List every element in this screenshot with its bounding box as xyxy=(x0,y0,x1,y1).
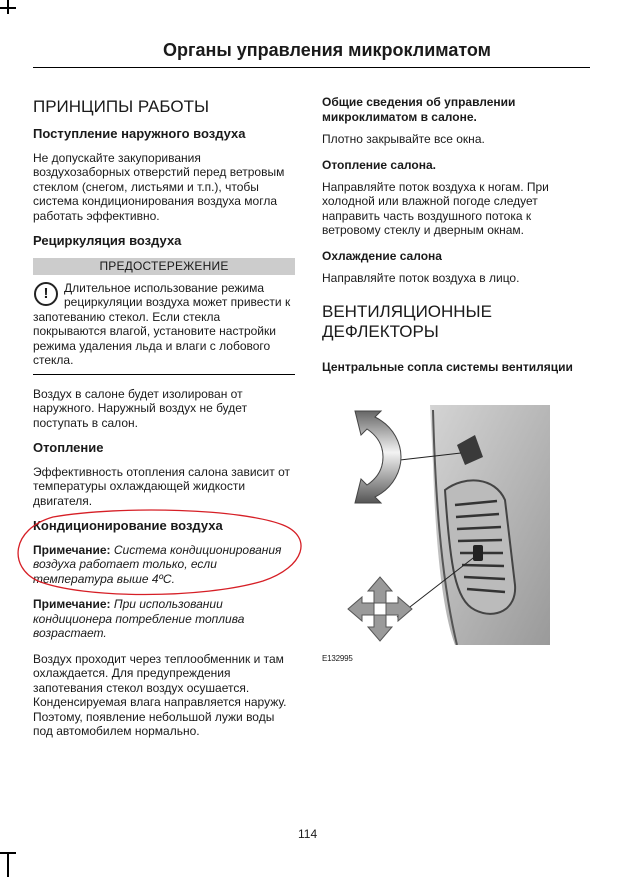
note-label: Примечание: xyxy=(33,542,111,557)
section-title-principles: ПРИНЦИПЫ РАБОТЫ xyxy=(33,97,210,116)
note-label: Примечание: xyxy=(33,597,111,611)
heading-heating: Отопление xyxy=(33,440,104,455)
heading-outside-air: Поступление наружного воздуха xyxy=(33,126,246,141)
paragraph-general-climate: Плотно закрывайте все окна. xyxy=(322,132,485,146)
vent-adjuster-knob xyxy=(473,545,483,561)
paragraph-heating: Эффективность отопления салона зависит от температуры охлаждающей жидкости двигателя. xyxy=(33,464,290,508)
warning-banner: ПРЕДОСТЕРЕЖЕНИЕ xyxy=(33,258,295,275)
paragraph-cabin-heating: Направляйте поток воздуха к ногам. При холодной или влажной погоде следует направить часть воздушного потока к ветровому стеклу и дверным окнам. xyxy=(322,179,549,237)
handdrawn-ellipse-annotation xyxy=(13,507,313,603)
exclamation-circle-icon: ! xyxy=(34,282,58,306)
paragraph-air-conditioning: Воздух проходит через теплообменник и там охлаждается. Для предупреждения запотевания стекол воздух осушается. Конденсируемая влага направляется наружу. Поэтому, появление небольшой лужи воды под автомобилем нормально. xyxy=(33,651,287,738)
left-column xyxy=(33,97,295,750)
paragraph-cabin-cooling: Направляйте поток воздуха в лицо. xyxy=(322,270,520,285)
heading-recirculation: Рециркуляция воздуха xyxy=(33,233,182,248)
header-rule xyxy=(33,67,590,68)
page-header-title: Органы управления микроклиматом xyxy=(163,40,491,60)
note-ac-fuel xyxy=(33,597,295,641)
air-conditioning-block xyxy=(33,519,295,586)
page-number: 114 xyxy=(298,827,318,841)
heading-general-climate: Общие сведения об управлении микроклиматом в салоне. xyxy=(322,95,516,124)
paragraph-recirculation: Воздух в салоне будет изолирован от наружного. Наружный воздух не будет поступать в салон. xyxy=(33,386,248,430)
paragraph-outside-air: Не допускайте закупоривания воздухозаборных отверстий перед ветровым стеклом (снегом, листьями и т.п.), чтобы система кондиционирования воздуха могла работать эффективно. xyxy=(33,150,285,223)
note-text: При использовании кондиционера потребление топлива возрастает. xyxy=(33,597,245,640)
crop-mark-top-left-horizontal xyxy=(0,7,16,9)
section-title-vents: ВЕНТИЛЯЦИОННЫЕ ДЕФЛЕКТОРЫ xyxy=(322,302,492,341)
note-text: Система кондиционирования воздуха работает только, если температура выше 4ºC. xyxy=(33,542,282,586)
heading-air-conditioning: Кондиционирование воздуха xyxy=(33,518,223,533)
heading-cabin-heating: Отопление салона. xyxy=(322,157,436,172)
crop-mark-bottom-left-horizontal xyxy=(0,852,16,854)
right-column xyxy=(322,95,577,382)
vent-illustration xyxy=(345,405,550,645)
crop-mark-bottom-left-vertical xyxy=(7,852,9,877)
heading-center-vents: Центральные сопла системы вентиляции xyxy=(322,360,573,374)
figure-id: E132995 xyxy=(322,654,353,663)
four-way-arrow-icon xyxy=(348,577,412,641)
heading-cabin-cooling: Охлаждение салона xyxy=(322,248,442,263)
warning-body xyxy=(33,281,295,375)
warning-text: Длительное использование режима рециркуляции воздуха может привести к запотеванию стекол. Если стекла покрываются влагой, установите настройки режима удаления льда и влаги с лобового стекла. xyxy=(33,280,291,367)
up-down-arrow-icon xyxy=(355,411,401,503)
